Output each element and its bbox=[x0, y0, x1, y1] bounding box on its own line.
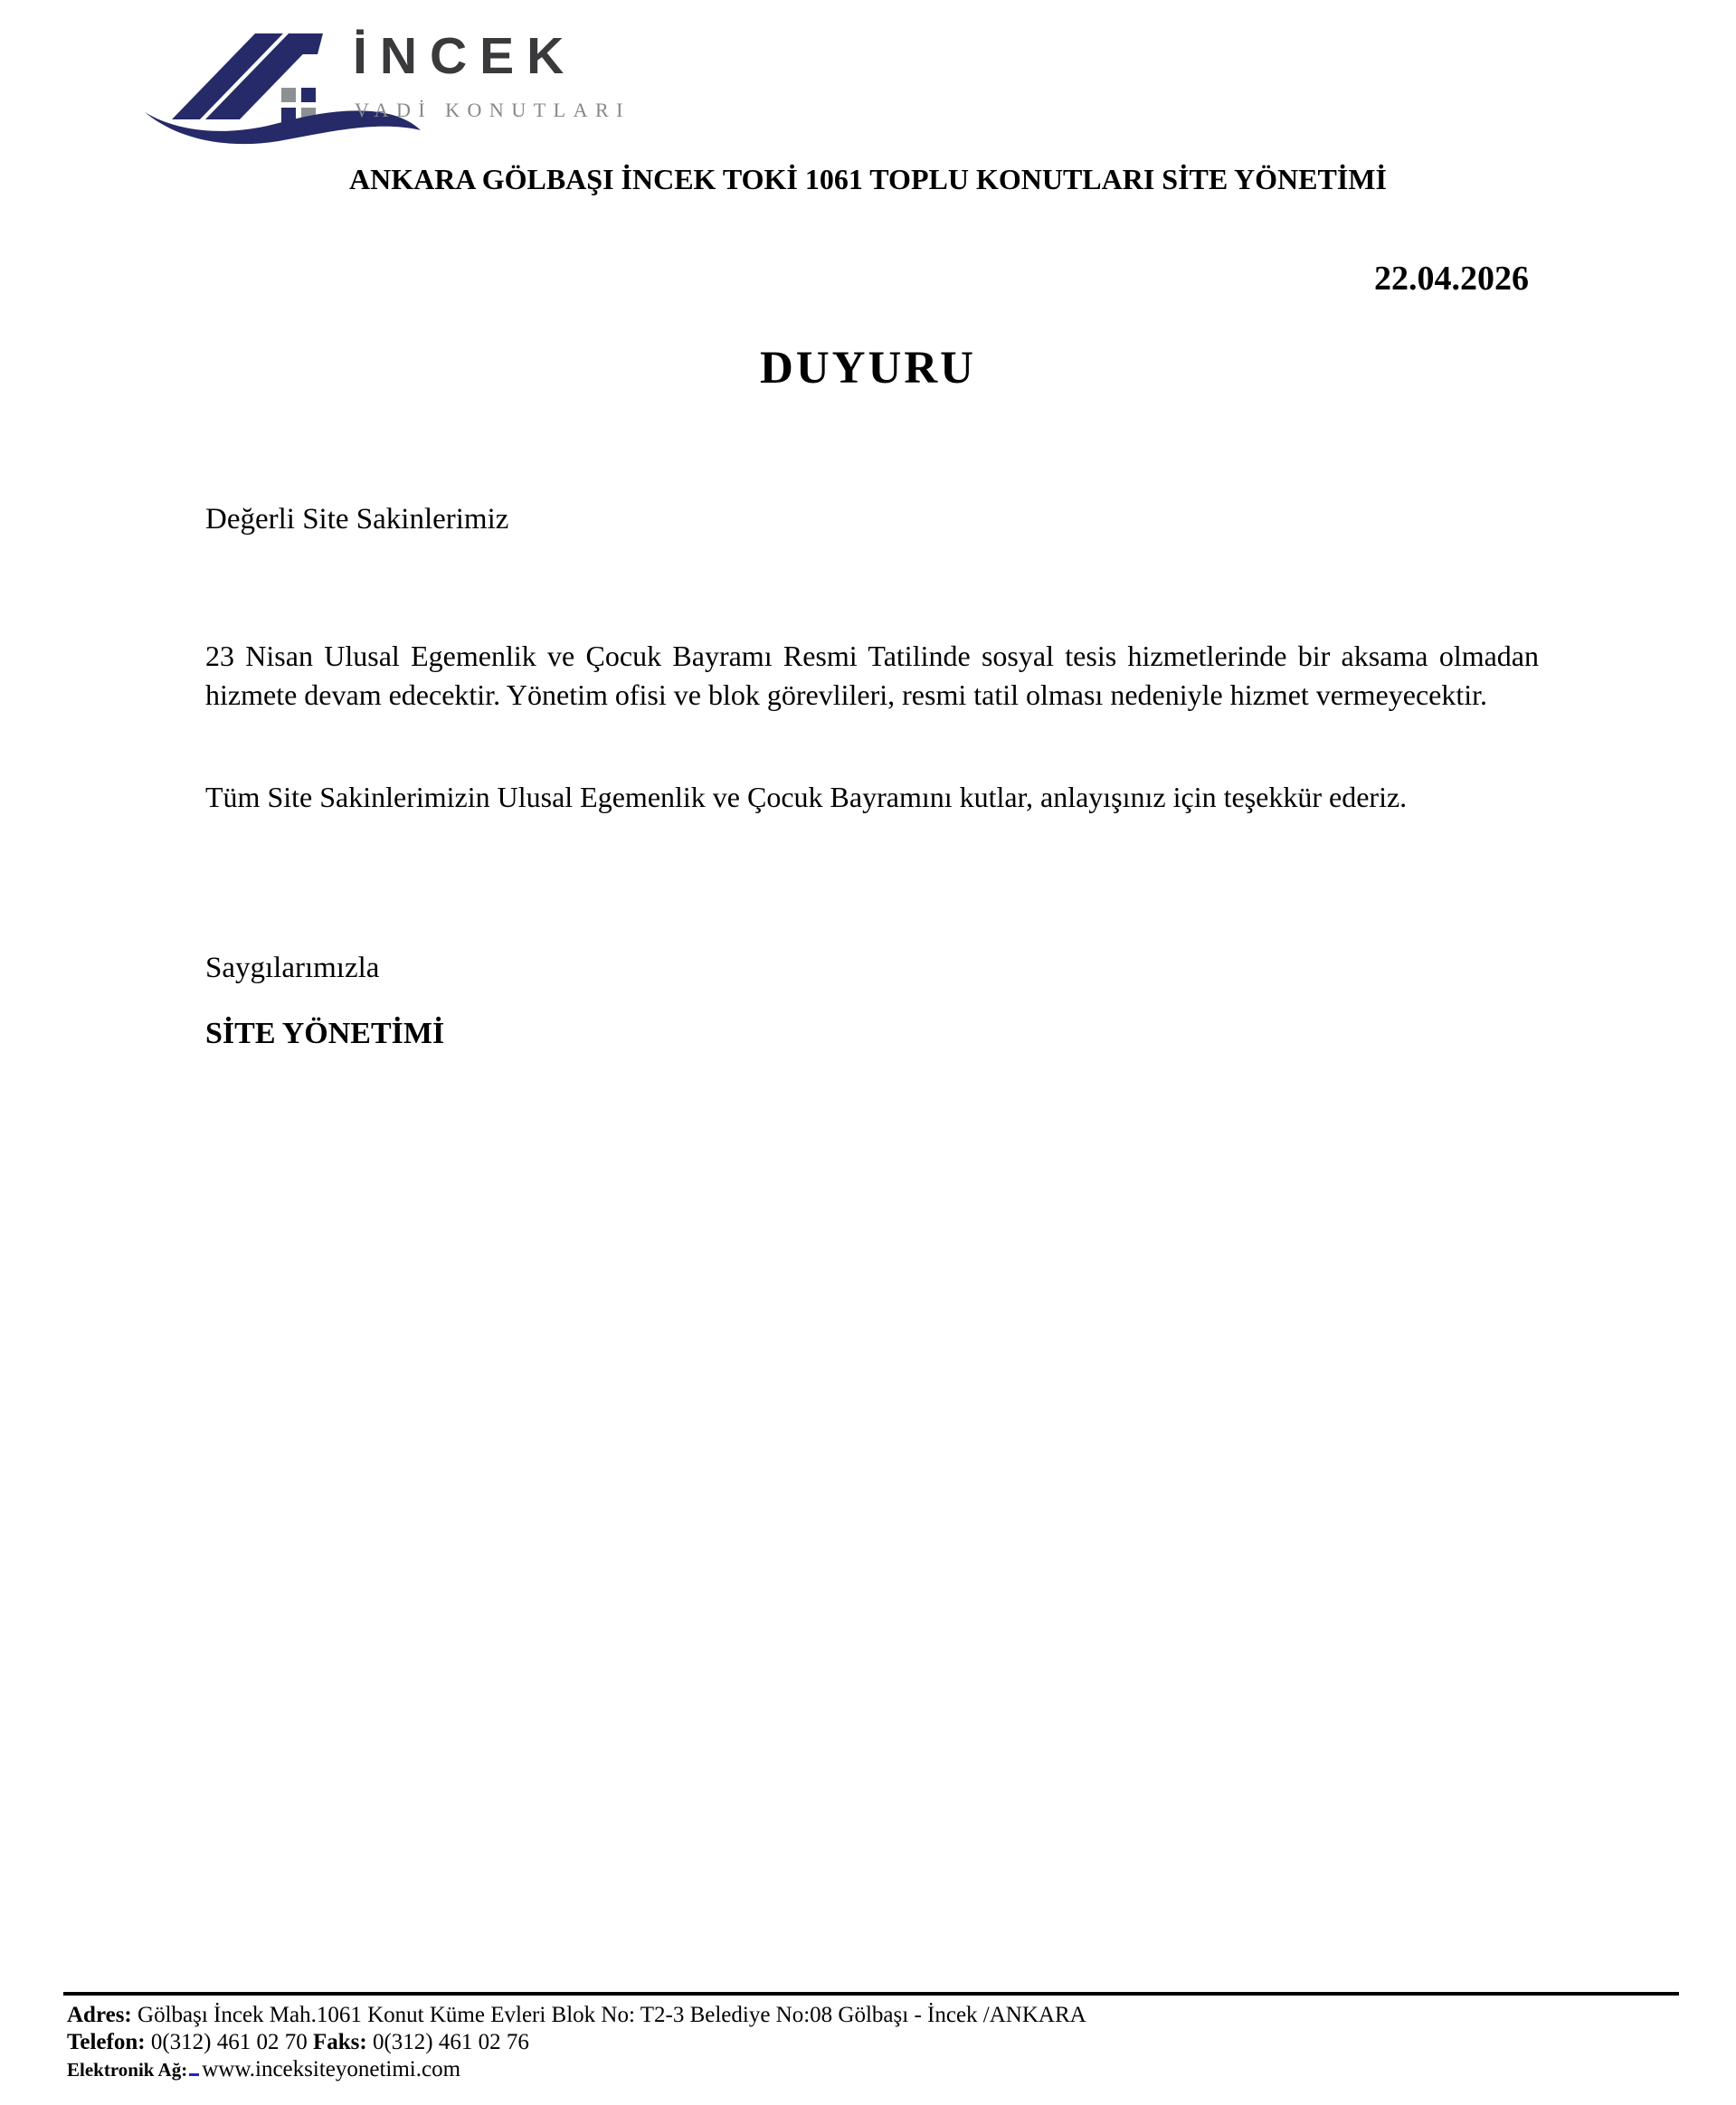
letter-footer bbox=[63, 1992, 1679, 2083]
address-label: Adres: bbox=[67, 2003, 132, 2027]
web-label: Elektronik Ağ: bbox=[67, 2059, 188, 2081]
fax-label: Faks: bbox=[312, 2030, 367, 2054]
body-paragraph-2: Tüm Site Sakinlerimizin Ulusal Egemenlik ve Çocuk Bayramını kutlar, anlayışınız için teşekkür ederiz. bbox=[205, 781, 1408, 813]
body-paragraph-1: 23 Nisan Ulusal Egemenlik ve Çocuk Bayramı Resmi Tatilinde sosyal tesis hizmetlerinde bir aksama olmadan hizmete devam edecektir. Yönetim ofisi ve blok görevlileri, resmi tatil olması nedeniyle hizmet vermeyecektir. bbox=[205, 640, 1539, 711]
organization-title: ANKARA GÖLBAŞI İNCEK TOKİ 1061 TOPLU KONUTLARI SİTE YÖNETİMİ bbox=[349, 163, 1387, 195]
document-title: DUYURU bbox=[760, 343, 976, 394]
website-link[interactable]: www.inceksiteyonetimi.com bbox=[202, 2057, 461, 2081]
hyperlink-underline-mark bbox=[189, 2070, 199, 2076]
incek-logo bbox=[95, 11, 631, 156]
logo-brand-text: İNCEK bbox=[353, 27, 577, 85]
phone-label: Telefon: bbox=[67, 2030, 146, 2054]
logo-tagline-text: VADİ KONUTLARI bbox=[355, 99, 631, 121]
footer-phone-line bbox=[63, 2029, 1679, 2056]
footer-divider bbox=[63, 1992, 1679, 1996]
address-value: Gölbaşı İncek Mah.1061 Konut Küme Evleri Blok No: T2-3 Belediye No:08 Gölbaşı - İncek /ANKARA bbox=[138, 2003, 1086, 2027]
signature-line: SİTE YÖNETİMİ bbox=[205, 1017, 445, 1050]
footer-address-line bbox=[63, 2002, 1679, 2029]
closing-line: Saygılarımızla bbox=[205, 952, 380, 984]
fax-value: 0(312) 461 02 76 bbox=[372, 2030, 529, 2054]
phone-value: 0(312) 461 02 70 bbox=[150, 2030, 308, 2054]
footer-web-line bbox=[63, 2056, 1679, 2083]
document-date: 22.04.2026 bbox=[1374, 260, 1529, 298]
salutation: Değerli Site Sakinlerimiz bbox=[205, 503, 509, 536]
